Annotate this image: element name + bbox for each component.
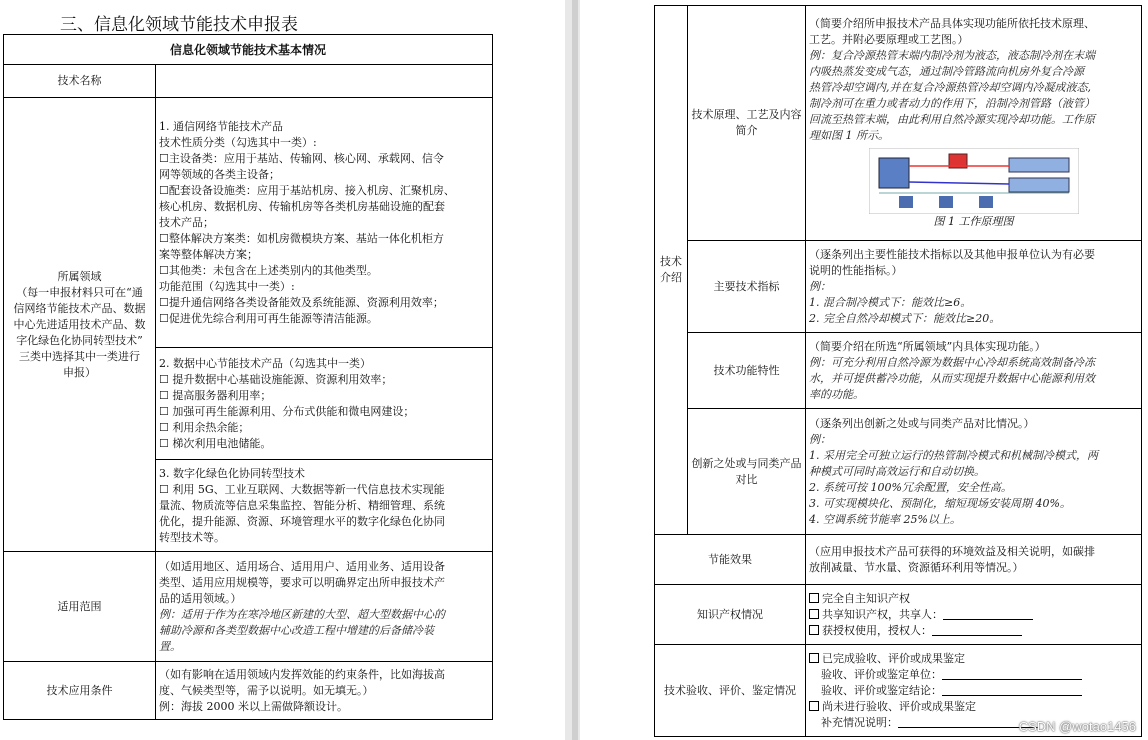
text-line: 理如图 1 所示。 (809, 129, 889, 142)
saving-cell[interactable] (806, 535, 1142, 585)
text-line: （逐条列出主要性能技术指标以及其他申报单位认为有必要 (809, 247, 1095, 261)
checkbox-icon[interactable] (809, 653, 819, 663)
text-line: ☐提升通信网络各类设备能效及系统能源、资源利用效率； (159, 295, 444, 309)
text-line: 工艺。并附必要原理或工艺图。） (809, 33, 969, 46)
scrollbar[interactable] (572, 0, 578, 740)
field-section-datacenter[interactable] (156, 348, 493, 460)
text-line: 技术产品； (159, 215, 214, 229)
text-line: 例： (809, 279, 831, 293)
text-line: 率的功能。 (809, 387, 864, 401)
principle-label: 技术原理、工艺及内容简介 (688, 6, 806, 241)
field-label-line: （每一申报材料只可在“通 (16, 285, 143, 299)
text-line: 量流、物质流等信息采集监控、智能分析、精细管理、系统 (159, 498, 445, 512)
text-line: 功能范围（勾选其中一类）: (159, 279, 295, 293)
text-line: 2. 系统可按 100%冗余配置，安全性高。 (809, 480, 1012, 494)
working-principle-diagram-icon (869, 148, 1079, 214)
text-line: 技术性质分类（勾选其中一类）: (159, 135, 317, 149)
text-line: 2. 数据中心节能技术产品（勾选其中一类） (159, 356, 371, 370)
table-header: 信息化领域节能技术基本情况 (4, 35, 493, 65)
field-label-line: 信网络节能技术产品、数据 (13, 301, 146, 315)
text-line: 2. 完全自然冷却模式下：能效比≥20。 (809, 311, 1001, 325)
text-line: 转型技术等。 (159, 530, 225, 544)
indicator-label: 主要技术指标 (688, 241, 806, 333)
text-line: （简要介绍在所选“所属领域”内具体实现功能。） (809, 339, 1046, 353)
text-line: （如有影响在适用领域内发挥效能的约束条件，比如海拔高 (159, 667, 445, 681)
text-line: 置。 (159, 639, 181, 653)
text-line: 度、气候类型等，需予以说明。如无填无。） (159, 683, 374, 697)
ip-label: 知识产权情况 (655, 585, 806, 645)
text-line: （逐条列出创新之处或与同类产品对比情况。） (809, 416, 1035, 430)
text-line: ☐促进优先综合利用可再生能源等清洁能源。 (159, 311, 378, 325)
left-page (0, 0, 565, 740)
intro-label-1: 技术 (660, 255, 682, 268)
text-line: 网等领域的各类主设备； (159, 167, 280, 181)
text-line: 核心机房、数据机房、传输机房等各类机房基础设施的配套 (159, 199, 445, 213)
conditions-label: 技术应用条件 (4, 662, 156, 720)
tech-name-label: 技术名称 (4, 65, 156, 98)
text-line: ☐主设备类：应用于基站、传输网、核心网、承载网、信令 (159, 151, 444, 165)
text-line: 案等整体解决方案； (159, 247, 258, 261)
text-line: 热管冷却空调内,并在复合冷源热管冷却空调内冷凝成液态, (809, 81, 1091, 94)
text-line: 例： (809, 432, 831, 446)
text-line: 说明的性能指标。） (809, 263, 903, 277)
text-line: ☐其他类：未包含在上述类别内的其他类型。 (159, 263, 378, 277)
ip-option-own[interactable]: 完全自主知识产权 (809, 591, 1138, 607)
tech-intro-label (655, 6, 688, 535)
text-line: ☐ 利用余热余能； (159, 420, 250, 434)
checkbox-icon[interactable] (809, 701, 819, 711)
text-line: 品的适用领域。） (159, 591, 242, 605)
field-label-line: 字化绿色化协同转型技术” (16, 333, 143, 347)
acceptance-done[interactable]: 已完成验收、评价或成果鉴定 (809, 651, 1138, 667)
field-section-digital-green[interactable] (156, 460, 493, 552)
field-label-line: 三类中选择其中一类进行 (19, 349, 140, 363)
text-line: 3. 数字化绿色化协同转型技术 (159, 466, 305, 480)
text-line: 1. 通信网络节能技术产品 (159, 119, 283, 133)
function-cell[interactable] (806, 333, 1142, 409)
acceptance-label: 技术验收、评价、鉴定情况 (655, 645, 806, 737)
text-line: （简要介绍所申报技术产品具体实现功能所依托技术原理、 (809, 17, 1095, 30)
text-line: ☐ 利用 5G、工业互联网、大数据等新一代信息技术实现能 (159, 482, 445, 496)
text-line: ☐配套设备设施类：应用于基站机房、接入机房、汇聚机房、 (159, 183, 455, 197)
ip-option-shared[interactable]: 共享知识产权，共享人： (809, 607, 1138, 623)
intro-label-2: 介绍 (660, 271, 682, 284)
text-line: 例：海拔 2000 米以上需做降额设计。 (159, 699, 348, 713)
watermark: CSDN @wotao1456 (1018, 719, 1136, 734)
acceptance-unit[interactable]: 验收、评价或鉴定单位： (809, 667, 1138, 683)
section-title: 三、信息化领域节能技术申报表 (60, 15, 298, 35)
scope-cell[interactable] (156, 552, 493, 662)
tech-intro-table (654, 5, 1142, 737)
text-line: ☐ 提高服务器利用率； (159, 388, 272, 402)
principle-cell[interactable] (806, 6, 1142, 241)
text-line: 回流至热管末端，由此利用自然冷源实现冷却功能。工作原 (809, 113, 1095, 126)
text-line: 制冷剂可在重力或者动力的作用下，沿制冷剂管路（液管） (809, 97, 1095, 110)
text-line: 3. 可实现模块化、预制化，缩短现场安装周期 40%。 (809, 496, 1071, 510)
text-line: （应用申报技术产品可获得的环境效益及相关说明，如碳排 (809, 544, 1095, 558)
text-line: 放削减量、节水量、资源循环利用等情况。） (809, 560, 1024, 574)
tech-name-value[interactable] (156, 65, 493, 98)
acceptance-not-done[interactable]: 尚未进行验收、评价或成果鉴定 (809, 699, 1138, 715)
acceptance-note[interactable]: 补充情况说明： (809, 715, 1138, 731)
text-line: ☐ 梯次利用电池储能。 (159, 436, 272, 450)
checkbox-icon[interactable] (809, 593, 819, 603)
acceptance-conclusion[interactable]: 验收、评价或鉴定结论： (809, 683, 1138, 699)
conditions-cell[interactable] (156, 662, 493, 720)
ip-cell[interactable] (806, 585, 1142, 645)
innovation-cell[interactable] (806, 409, 1142, 535)
checkbox-icon[interactable] (809, 609, 819, 619)
text-line: 内吸热蒸发变成气态，通过制冷管路流向机房外复合冷源 (809, 65, 1084, 78)
text-line: ☐整体解决方案类：如机房微模块方案、基站一体化机柜方 (159, 231, 444, 245)
text-line: 优化，提升能源、资源、环境管理水平的数字化绿色化协同 (159, 514, 445, 528)
function-label: 技术功能特性 (688, 333, 806, 409)
indicator-cell[interactable] (806, 241, 1142, 333)
text-line: 水，并可提供蓄冷功能，从而实现提升数据中心能源利用效 (809, 371, 1095, 385)
text-line: ☐ 提升数据中心基础设施能源、资源利用效率； (159, 372, 393, 386)
figure-caption: 图 1 工作原理图 (933, 215, 1014, 228)
field-label-line: 所属领域 (57, 269, 102, 283)
saving-label: 节能效果 (655, 535, 806, 585)
ip-option-licensed[interactable]: 获授权使用，授权人： (809, 623, 1138, 639)
text-line: 1. 混合制冷模式下：能效比≥6。 (809, 295, 972, 309)
text-line: 例：可充分利用自然冷源为数据中心冷却系统高效制备冷冻 (809, 355, 1095, 369)
field-label (4, 98, 156, 552)
text-line: 1. 采用完全可独立运行的热管制冷模式和机械制冷模式，两 (809, 448, 1098, 462)
scope-label: 适用范围 (4, 552, 156, 662)
field-label-line: 中心先进适用技术产品、数 (13, 317, 146, 331)
text-line: 例：适用于作为在寒冷地区新建的大型、超大型数据中心的 (159, 607, 445, 621)
innovation-label: 创新之处或与同类产品对比 (688, 409, 806, 535)
field-section-telecom[interactable] (156, 98, 493, 348)
text-line: 类型、适用应用规模等，要求可以明确界定出所申报技术产 (159, 575, 445, 589)
text-line: （如适用地区、适用场合、适用用户、适用业务、适用设备 (159, 559, 445, 573)
text-line: ☐ 加强可再生能源利用、分布式供能和微电网建设； (159, 404, 415, 418)
text-line: 辅助冷源和各类型数据中心改造工程中增建的后备储冷装 (159, 623, 434, 637)
text-line: 种模式可同时高效运行和自动切换。 (809, 464, 985, 478)
text-line: 例：复合冷源热管末端内制冷剂为液态，液态制冷剂在末端 (809, 49, 1095, 62)
text-line: 4. 空调系统节能率 25%以上。 (809, 512, 961, 526)
field-label-line: 申报） (63, 365, 96, 379)
basic-info-table (3, 34, 493, 720)
checkbox-icon[interactable] (809, 625, 819, 635)
